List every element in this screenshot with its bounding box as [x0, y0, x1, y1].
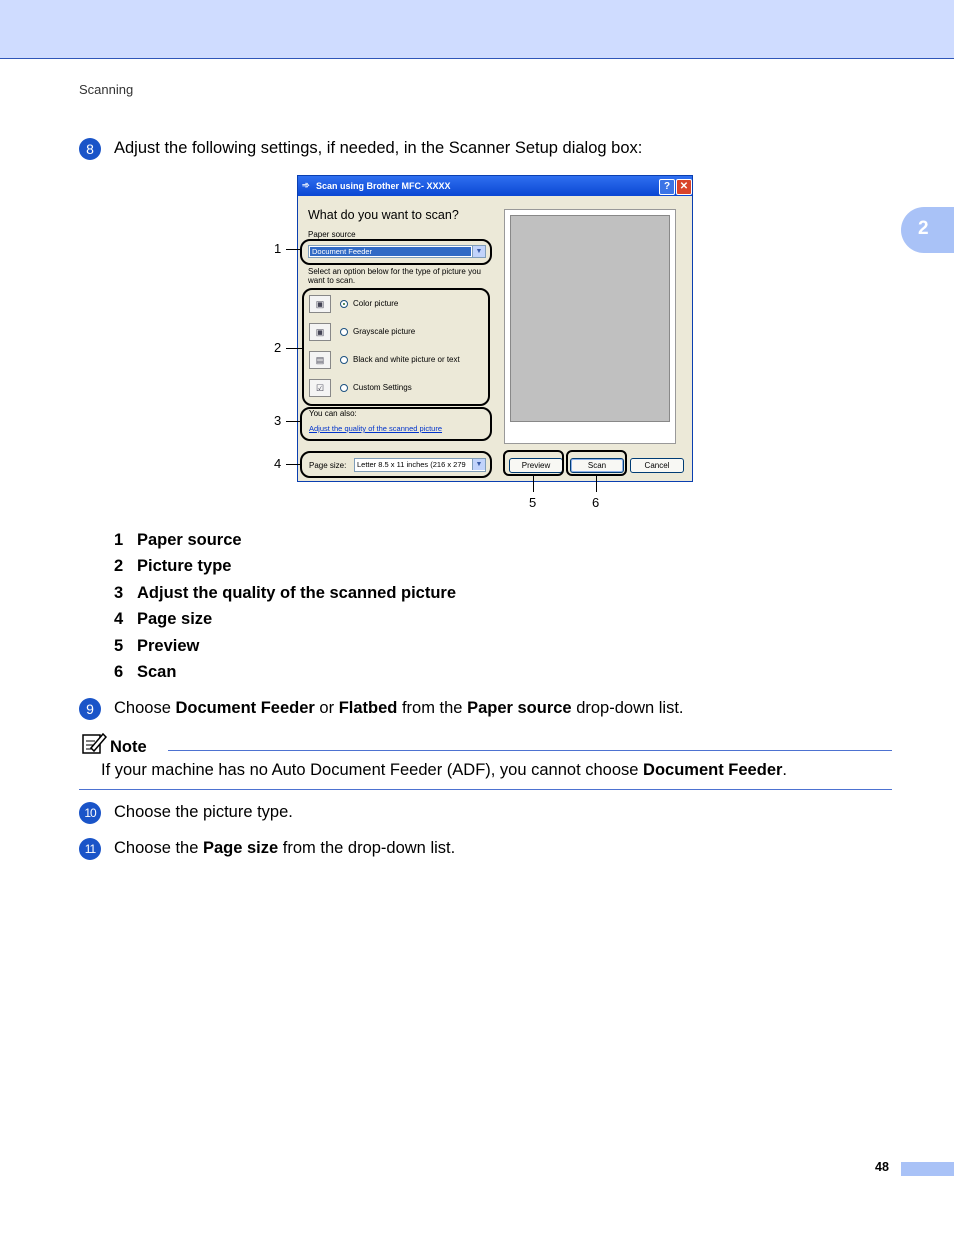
section-label: Scanning: [79, 82, 134, 97]
step-text: Choose the picture type.: [114, 803, 293, 821]
scanner-icon: ➾: [302, 180, 310, 190]
also-label: You can also:: [309, 409, 357, 418]
note-bottom-rule: [79, 789, 892, 790]
page-size-value: Letter 8.5 x 11 inches (216 x 279: [357, 460, 466, 469]
step-text: Choose the Page size from the drop-down list.: [114, 839, 456, 857]
option-label: Black and white picture or text: [353, 355, 460, 364]
legend-item: [114, 663, 176, 682]
option-label: Color picture: [353, 299, 399, 308]
callout-line-2: [286, 348, 302, 349]
legend-number: 3: [114, 584, 124, 602]
step-number: 11: [79, 838, 101, 860]
dialog-title-bar: [298, 176, 692, 196]
question-heading: What do you want to scan?: [308, 208, 459, 222]
help-button[interactable]: ?: [659, 179, 675, 195]
preview-button[interactable]: Preview: [509, 458, 563, 473]
preview-area: [510, 215, 670, 422]
color-picture-icon: ▣: [309, 295, 331, 313]
note-top-rule: [168, 750, 892, 751]
instruction-text: Select an option below for the type of picture you want to scan.: [308, 267, 481, 285]
callout-number: 5: [529, 495, 537, 510]
callout-number: 6: [592, 495, 600, 510]
legend-label: Scan: [137, 663, 177, 681]
step-text: Choose Document Feeder or Flatbed from the Paper source drop-down list.: [114, 699, 684, 717]
chapter-number: 2: [918, 218, 929, 239]
step-number: 10: [79, 802, 101, 824]
callout-number: 4: [274, 456, 282, 471]
note-text: If your machine has no Auto Document Feeder (ADF), you cannot choose Document Feeder.: [101, 761, 788, 779]
legend-label: Adjust the quality of the scanned picture: [137, 584, 457, 602]
black-white-picture-icon: ▤: [309, 351, 331, 369]
grayscale-picture-icon: ▣: [309, 323, 331, 341]
legend-item: [114, 610, 212, 629]
close-button[interactable]: ✕: [676, 179, 692, 195]
legend-number: 2: [114, 557, 124, 575]
legend-number: 4: [114, 610, 124, 628]
step-number: 8: [79, 138, 101, 160]
callout-outline-5: [503, 450, 564, 476]
callout-line-3: [286, 421, 300, 422]
callout-number: 3: [274, 413, 282, 428]
paper-source-value: Document Feeder: [310, 247, 471, 256]
legend-label: Preview: [137, 637, 200, 655]
legend-item: [114, 557, 231, 576]
legend-number: 1: [114, 531, 124, 549]
legend-item: [114, 637, 199, 656]
page-number: 48: [875, 1160, 889, 1174]
preview-frame: [504, 209, 676, 444]
legend-item: [114, 584, 456, 603]
page-footer-bar: [901, 1162, 954, 1176]
chevron-down-icon[interactable]: ▼: [472, 459, 485, 470]
callout-outline-1: [300, 239, 492, 265]
note-pencil-icon: [81, 731, 107, 755]
callout-outline-2: [302, 288, 490, 406]
cancel-button[interactable]: Cancel: [630, 458, 684, 473]
paper-source-label: Paper source: [308, 230, 356, 239]
step-text: Adjust the following settings, if needed, in the Scanner Setup dialog box:: [114, 139, 643, 157]
header-band: [0, 0, 954, 59]
chevron-down-icon[interactable]: ▼: [472, 246, 485, 257]
legend-number: 6: [114, 663, 124, 681]
callout-line-6: [596, 476, 597, 492]
legend-label: Picture type: [137, 557, 232, 575]
callout-number: 2: [274, 340, 282, 355]
scan-button[interactable]: Scan: [570, 458, 624, 473]
callout-number: 1: [274, 241, 282, 256]
note-title: Note: [110, 738, 147, 756]
callout-line-1: [286, 249, 300, 250]
callout-line-4: [286, 464, 300, 465]
callout-outline-4: [300, 451, 492, 478]
page-size-label: Page size:: [309, 461, 347, 470]
option-label: Grayscale picture: [353, 327, 416, 336]
chapter-tab: [901, 207, 954, 253]
custom-settings-icon: ☑: [309, 379, 331, 397]
legend-label: Page size: [137, 610, 213, 628]
legend-item: [114, 531, 242, 550]
adjust-quality-link[interactable]: Adjust the quality of the scanned picture: [309, 424, 443, 433]
step-number: 9: [79, 698, 101, 720]
option-label: Custom Settings: [353, 383, 412, 392]
dialog-title: Scan using Brother MFC- XXXX: [316, 181, 451, 191]
legend-label: Paper source: [137, 531, 242, 549]
callout-line-5: [533, 476, 534, 492]
callout-outline-3: [300, 407, 492, 441]
legend-number: 5: [114, 637, 124, 655]
callout-outline-6: [566, 450, 627, 476]
